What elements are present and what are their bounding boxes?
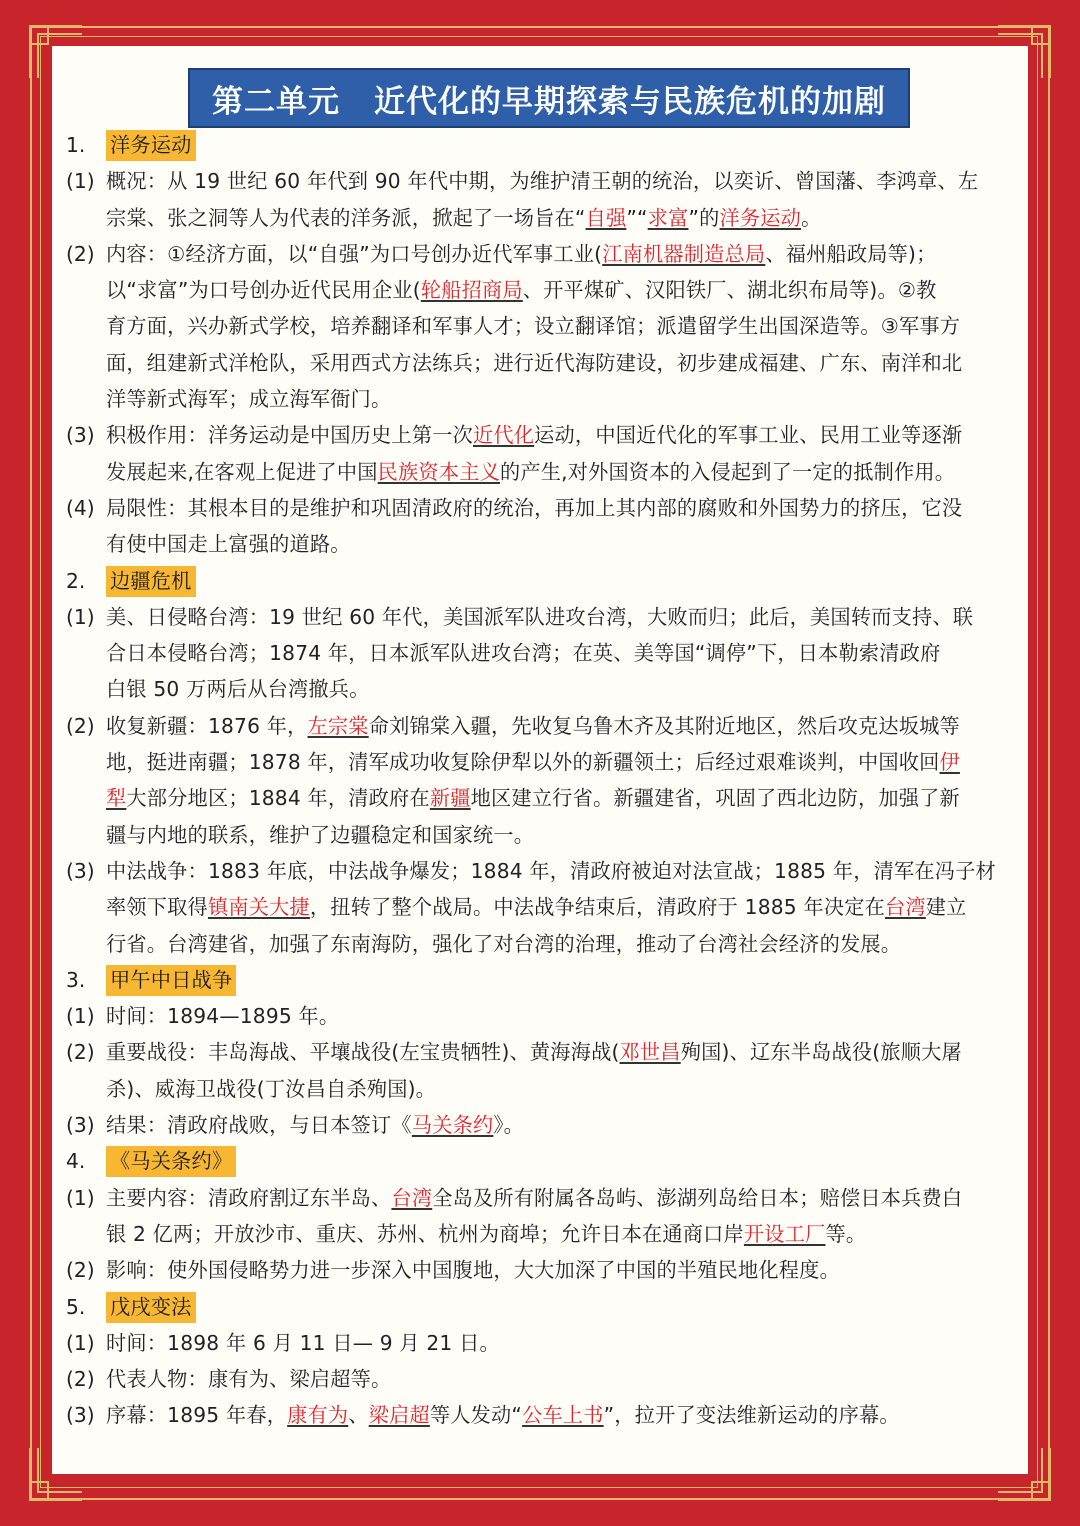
title-topic: 近代化的早期探索与民族危机的加剧 (374, 83, 886, 120)
text-segment: ”的 (688, 205, 720, 230)
line-text (106, 345, 1018, 381)
line-text (106, 200, 1018, 236)
section-title: 边疆危机 (106, 566, 196, 597)
text-segment: 》。 (493, 1113, 525, 1138)
text-line (66, 744, 1018, 780)
text-segment: 建立 (925, 895, 967, 920)
text-line (66, 1252, 1018, 1288)
item-number: (1) (66, 1330, 95, 1355)
text-segment: ，扭转了整个战局。中法战争结束后，清政府于 1885 年决定在 (309, 895, 886, 920)
section-title: 甲午中日战争 (106, 965, 236, 996)
text-line (66, 163, 1018, 199)
text-line (66, 272, 1018, 308)
indent (66, 635, 106, 671)
indent (66, 671, 106, 707)
page-title (188, 68, 910, 128)
text-segment: 重要战役：丰岛海战、平壤战役(左宝贵牺牲)、黄海海战( (106, 1040, 620, 1065)
section-title: 戊戌变法 (106, 1292, 196, 1323)
section-title: 《马关条约》 (106, 1146, 236, 1177)
text-segment: 地区建立行省。新疆建省，巩固了西北边防，加强了新 (470, 786, 960, 811)
section-heading (66, 563, 1018, 599)
line-text (106, 635, 1018, 671)
item-number: (3) (66, 1403, 95, 1428)
text-line (66, 708, 1018, 744)
text-line (66, 671, 1018, 707)
section-heading (66, 962, 1018, 998)
text-segment: 全岛及所有附属各岛屿、澎湖列岛给日本；赔偿日本兵费白 (432, 1185, 963, 1210)
text-line (66, 454, 1018, 490)
line-text (106, 381, 1018, 417)
text-segment: 、 (348, 1403, 369, 1428)
item-number: (4) (66, 495, 95, 520)
text-segment: ”“ (626, 205, 648, 230)
indent (66, 744, 106, 780)
text-segment: 命刘锦棠入疆，先收复乌鲁木齐及其附近地区，然后攻克达坂城等 (368, 713, 960, 738)
line-text (106, 708, 1018, 744)
item-number: (3) (66, 423, 95, 448)
text-segment: 合日本侵略台湾；1874 年，日本派军队进攻台湾；在英、美等国“调停”下，日本勒索清政府 (106, 641, 941, 666)
text-line (66, 1397, 1018, 1433)
line-text (106, 308, 1018, 344)
section-number: 5. (66, 1294, 86, 1319)
line-text (106, 1325, 1018, 1361)
text-segment: 有使中国走上富强的道路。 (106, 532, 351, 557)
corner-ornament-icon (996, 1446, 1052, 1502)
text-line (66, 381, 1018, 417)
text-line (66, 889, 1018, 925)
indent (66, 345, 106, 381)
indent (66, 381, 106, 417)
line-text (106, 1361, 1018, 1397)
text-line (66, 1034, 1018, 1070)
line-text (106, 1034, 1018, 1070)
key-term: 开设工厂 (743, 1221, 826, 1246)
text-segment: 地，挺进南疆；1878 年，清军成功收复除伊犁以外的新疆领土；后经过艰难谈判，中国收回 (106, 750, 940, 775)
text-line (66, 200, 1018, 236)
corner-ornament-icon (28, 1446, 84, 1502)
key-term: 近代化 (472, 423, 535, 448)
item-number: (3) (66, 1113, 95, 1138)
text-segment: 、福州船政局等)； (765, 241, 937, 266)
text-segment: 疆与内地的联系，维护了边疆稳定和国家统一。 (106, 822, 535, 847)
line-text (106, 163, 1018, 199)
text-line (66, 308, 1018, 344)
text-segment: 代表人物：康有为、梁启超等。 (106, 1367, 392, 1392)
key-term: 轮船招商局 (420, 278, 523, 303)
indent (66, 1071, 106, 1107)
notes-content (66, 127, 1018, 1434)
line-text (106, 236, 1018, 272)
text-segment: 、开平煤矿、汉阳铁厂、湖北织布局等)。②教 (522, 278, 937, 303)
line-text (106, 1216, 1018, 1252)
text-segment: 中法战争：1883 年底，中法战争爆发；1884 年，清政府被迫对法宣战；1885 年，清军在冯子材 (106, 858, 996, 883)
text-segment: 积极作用：洋务运动是中国历史上第一次 (106, 423, 473, 448)
title-unit: 第二单元 (212, 83, 340, 120)
text-segment: 等人发动“ (429, 1403, 523, 1428)
item-number: (1) (66, 1004, 95, 1029)
text-segment: 育方面，兴办新式学校，培养翻译和军事人才；设立翻译馆；派遣留学生出国深造等。③军事方 (106, 314, 961, 339)
line-text (106, 1107, 1018, 1143)
text-segment: 的产生,对外国资本的入侵起到了一定的抵制作用。 (499, 459, 956, 484)
section-number: 1. (66, 133, 86, 157)
key-term: 伊 (939, 750, 960, 775)
text-segment: ”，拉开了变法维新运动的序幕。 (603, 1403, 900, 1428)
line-text (106, 744, 1018, 780)
text-segment: 主要内容：清政府割辽东半岛、 (106, 1185, 392, 1210)
key-term: 邓世昌 (619, 1040, 681, 1065)
line-text (106, 780, 1018, 816)
section-heading (66, 1143, 1018, 1179)
indent (66, 308, 106, 344)
line-text (106, 853, 1018, 889)
text-line (66, 1361, 1018, 1397)
line-text (106, 1397, 1018, 1433)
indent (66, 200, 106, 236)
key-term: 江南机器制造总局 (602, 241, 766, 266)
section-number: 3. (66, 967, 86, 992)
key-term: 镇南关大捷 (207, 895, 310, 920)
item-number: (1) (66, 604, 95, 629)
key-term: 新疆 (429, 786, 471, 811)
text-segment: 大部分地区；1884 年，清政府在 (126, 786, 430, 811)
item-number: (2) (66, 1040, 95, 1065)
key-term: 民族资本主义 (377, 459, 500, 484)
corner-ornament-icon (28, 24, 84, 80)
text-segment: 时间：1894—1895 年。 (106, 1004, 340, 1029)
text-segment: 结果：清政府战败，与日本签订《 (106, 1113, 412, 1138)
indent (66, 454, 106, 490)
line-text (106, 926, 1018, 962)
item-number: (2) (66, 1258, 95, 1283)
line-text (106, 817, 1018, 853)
key-term: 康有为 (287, 1403, 349, 1428)
item-number: (2) (66, 241, 95, 266)
text-line (66, 998, 1018, 1034)
key-term: 自强 (585, 205, 627, 230)
line-text (106, 417, 1018, 453)
section-number: 4. (66, 1149, 86, 1174)
text-segment: 殉国)、辽东半岛战役(旅顺大屠 (680, 1040, 962, 1065)
text-segment: 。 (801, 205, 822, 230)
text-line (66, 417, 1018, 453)
text-segment: 局限性：其根本目的是维护和巩固清政府的统治，再加上其内部的腐败和外国势力的挤压，它没 (106, 495, 963, 520)
text-line (66, 1107, 1018, 1143)
text-line (66, 780, 1018, 816)
key-term: 台湾 (391, 1185, 433, 1210)
text-line (66, 1071, 1018, 1107)
indent (66, 272, 106, 308)
text-segment: 美、日侵略台湾：19 世纪 60 年代，美国派军队进攻台湾，大败而归；此后，美国转而支持、联 (106, 604, 974, 629)
text-segment: 洋等新式海军；成立海军衙门。 (106, 387, 392, 412)
text-segment: 银 2 亿两；开放沙市、重庆、苏州、杭州为商埠；允许日本在通商口岸 (106, 1221, 744, 1246)
text-segment: 内容：①经济方面，以“自强”为口号创办近代军事工业( (106, 241, 603, 266)
text-line (66, 526, 1018, 562)
text-segment: 等。 (825, 1221, 867, 1246)
line-text (106, 889, 1018, 925)
text-line (66, 635, 1018, 671)
line-text (106, 526, 1018, 562)
text-segment: 时间：1898 年 6 月 11 日— 9 月 21 日。 (106, 1330, 500, 1355)
indent (66, 926, 106, 962)
key-term: 公车上书 (522, 1403, 604, 1428)
text-segment: 发展起来,在客观上促进了中国 (106, 459, 378, 484)
text-segment: 杀)、威海卫战役(丁汝昌自杀殉国)。 (106, 1076, 437, 1101)
text-line (66, 853, 1018, 889)
line-text (106, 1252, 1018, 1288)
text-segment: 序幕：1895 年春， (106, 1403, 288, 1428)
text-line (66, 1325, 1018, 1361)
line-text (106, 1071, 1018, 1107)
text-segment: 概况：从 19 世纪 60 年代到 90 年代中期，为维护清王朝的统治，以奕䜣、曾国藩、李鸿章、左 (106, 169, 979, 194)
item-number: (1) (66, 169, 95, 194)
item-number: (2) (66, 713, 95, 738)
section-title: 洋务运动 (106, 130, 196, 161)
line-text (106, 1180, 1018, 1216)
text-segment: 收复新疆：1876 年， (106, 713, 308, 738)
section-heading (66, 1289, 1018, 1325)
text-line (66, 817, 1018, 853)
text-segment: 行省。台湾建省，加强了东南海防，强化了对台湾的治理，推动了台湾社会经济的发展。 (106, 931, 902, 956)
item-number: (2) (66, 1367, 95, 1392)
key-term: 洋务运动 (719, 205, 802, 230)
text-segment: 影响：使外国侵略势力进一步深入中国腹地，大大加深了中国的半殖民地化程度。 (106, 1258, 840, 1283)
text-line (66, 490, 1018, 526)
text-segment: 白银 50 万两后从台湾撤兵。 (106, 677, 370, 702)
indent (66, 526, 106, 562)
text-segment: 以“求富”为口号创办近代民用企业( (106, 278, 421, 303)
text-segment: 率领下取得 (106, 895, 208, 920)
item-number: (3) (66, 858, 95, 883)
line-text (106, 599, 1018, 635)
item-number: (1) (66, 1185, 95, 1210)
line-text (106, 272, 1018, 308)
corner-ornament-icon (996, 24, 1052, 80)
text-segment: 运动，中国近代化的军事工业、民用工业等逐渐 (534, 423, 963, 448)
line-text (106, 490, 1018, 526)
key-term: 左宗棠 (307, 713, 369, 738)
indent (66, 817, 106, 853)
key-term: 马关条约 (411, 1113, 494, 1138)
indent (66, 780, 106, 816)
text-line (66, 599, 1018, 635)
section-number: 2. (66, 568, 86, 593)
indent (66, 1216, 106, 1252)
key-term: 台湾 (885, 895, 926, 920)
indent (66, 889, 106, 925)
text-segment: 面，组建新式洋枪队，采用西式方法练兵；进行近代海防建设，初步建成福建、广东、南洋和北 (106, 350, 963, 375)
key-term: 犁 (106, 786, 127, 811)
text-line (66, 236, 1018, 272)
line-text (106, 454, 1018, 490)
key-term: 梁启超 (368, 1403, 430, 1428)
text-line (66, 345, 1018, 381)
text-segment: 宗棠、张之洞等人为代表的洋务派，掀起了一场旨在“ (106, 205, 586, 230)
text-line (66, 1180, 1018, 1216)
text-line (66, 1216, 1018, 1252)
line-text (106, 998, 1018, 1034)
text-line (66, 926, 1018, 962)
section-heading (66, 127, 1018, 163)
key-term: 求富 (647, 205, 689, 230)
line-text (106, 671, 1018, 707)
